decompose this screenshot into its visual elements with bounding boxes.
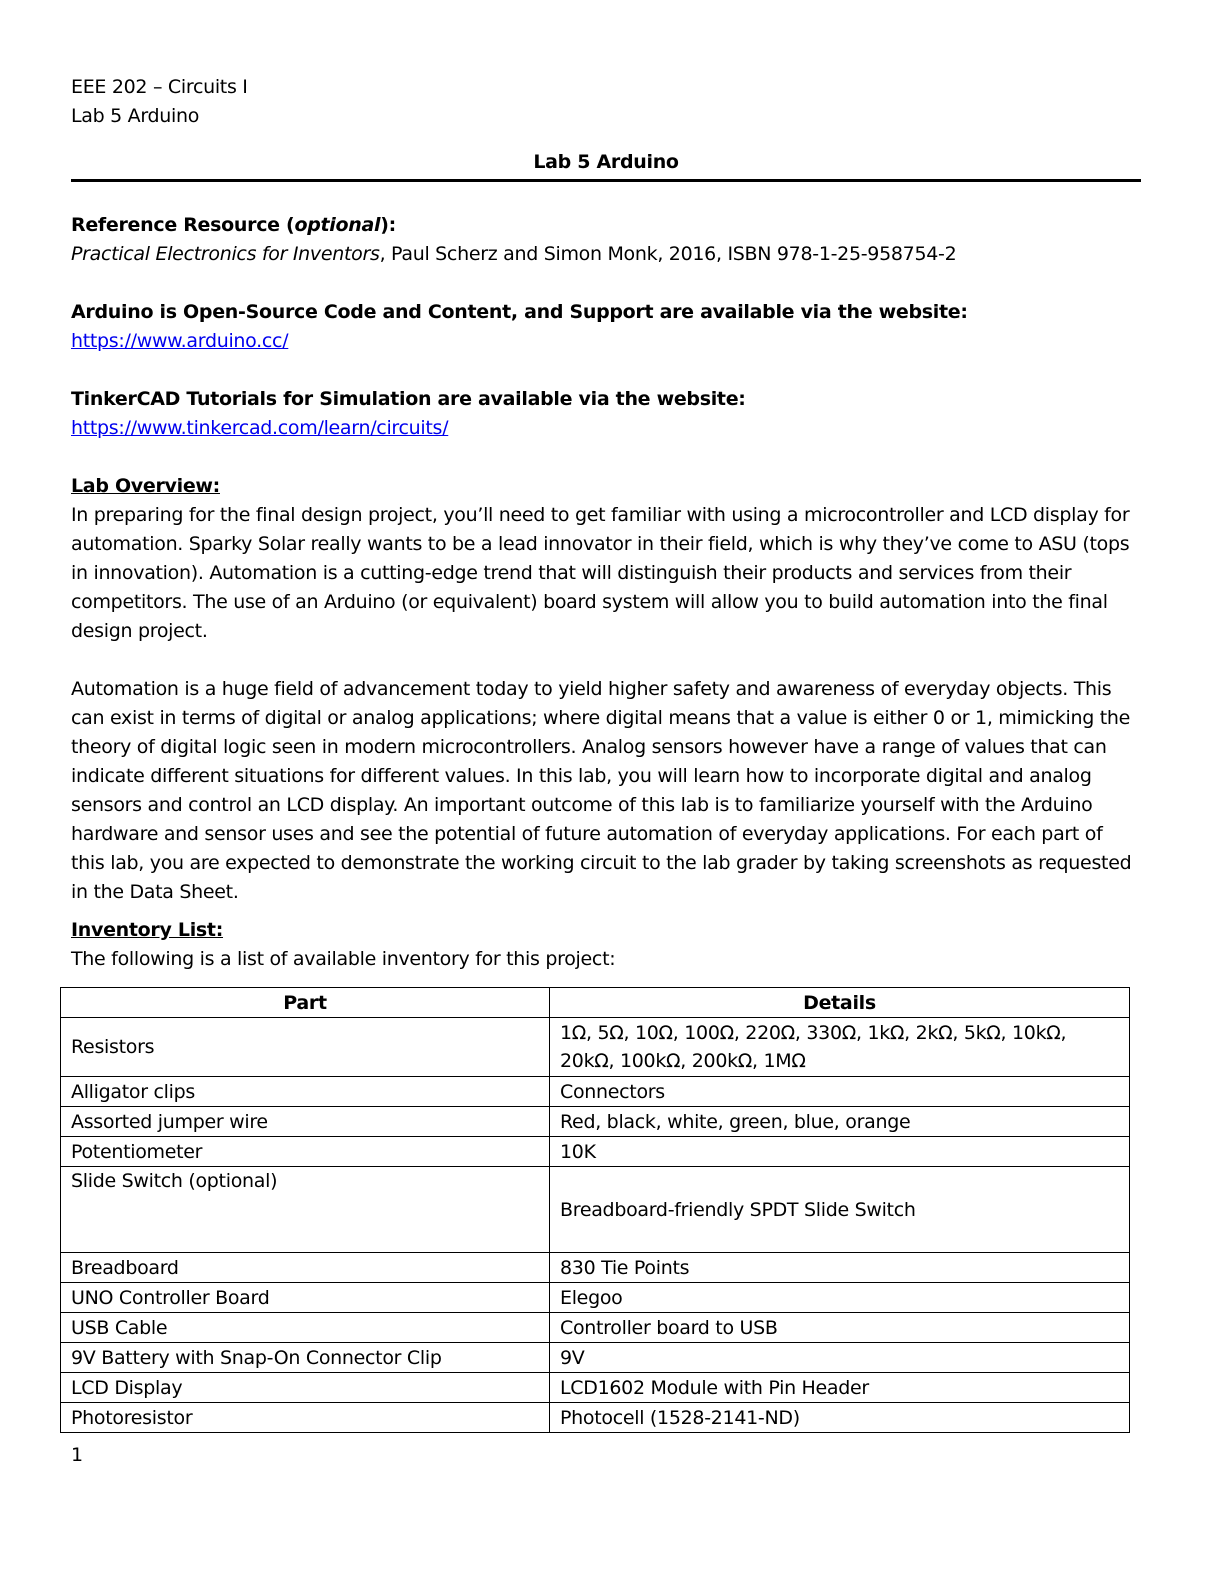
table-row xyxy=(61,1137,1130,1167)
table-row xyxy=(61,1403,1130,1433)
details-cell: LCD1602 Module with Pin Header xyxy=(550,1373,1130,1403)
reference-book-title: Practical Electronics for Inventors xyxy=(71,243,380,265)
reference-heading xyxy=(71,211,1141,240)
page-number: 1 xyxy=(71,1444,84,1466)
reference-label-optional: optional xyxy=(294,214,381,236)
reference-citation xyxy=(71,240,1141,269)
table-row xyxy=(61,1167,1130,1253)
reference-label-suffix: ): xyxy=(380,214,396,236)
table-row xyxy=(61,1107,1130,1137)
inventory-intro: The following is a list of available inventory for this project: xyxy=(71,948,616,970)
course-header: EEE 202 – Circuits I xyxy=(71,76,248,98)
details-cell: Red, black, white, green, blue, orange xyxy=(550,1107,1130,1137)
lab-header: Lab 5 Arduino xyxy=(71,105,200,127)
part-cell: Potentiometer xyxy=(61,1137,550,1167)
details-cell: Breadboard-friendly SPDT Slide Switch xyxy=(550,1167,1130,1253)
arduino-heading: Arduino is Open-Source Code and Content, and Support are available via the website: xyxy=(71,301,968,323)
part-cell: UNO Controller Board xyxy=(61,1283,550,1313)
details-cell: Elegoo xyxy=(550,1283,1130,1313)
part-cell: Assorted jumper wire xyxy=(61,1107,550,1137)
part-cell: USB Cable xyxy=(61,1313,550,1343)
table-header-row xyxy=(61,988,1130,1018)
reference-book-details: , Paul Scherz and Simon Monk, 2016, ISBN 978-1-25-958754-2 xyxy=(379,243,957,265)
tinkercad-link[interactable]: https://www.tinkercad.com/learn/circuits/ xyxy=(71,417,449,439)
overview-paragraph-2: Automation is a huge field of advancement today to yield higher safety and awareness of everyday objects. This can exist in terms of digital or analog applications; where digital means that a value is either 0 or 1, mimicking the theory of digital logic seen in modern microcontrollers. Analog sensors however have a range of values that can indicate different situations for different values. In this lab, you will learn how to incorporate digital and analog sensors and control an LCD display. An important outcome of this lab is to familiarize yourself with the Arduino hardware and sensor uses and see the potential of future automation of everyday applications. For each part of this lab, you are expected to demonstrate the working circuit to the lab grader by taking screenshots as requested in the Data Sheet. xyxy=(71,678,1132,903)
details-cell: 1Ω, 5Ω, 10Ω, 100Ω, 220Ω, 330Ω, 1kΩ, 2kΩ, 5kΩ, 10kΩ, 20kΩ, 100kΩ, 200kΩ, 1MΩ xyxy=(550,1018,1130,1077)
overview-heading: Lab Overview: xyxy=(71,475,220,497)
table-row xyxy=(61,1313,1130,1343)
part-cell: Slide Switch (optional) xyxy=(61,1167,550,1253)
page-content xyxy=(71,73,1141,975)
part-cell: Photoresistor xyxy=(61,1403,550,1433)
table-row xyxy=(61,1253,1130,1283)
reference-label-prefix: Reference Resource ( xyxy=(71,214,295,236)
table-row xyxy=(61,1343,1130,1373)
details-cell: 830 Tie Points xyxy=(550,1253,1130,1283)
details-cell: Connectors xyxy=(550,1077,1130,1107)
tinkercad-heading: TinkerCAD Tutorials for Simulation are available via the website: xyxy=(71,388,746,410)
inventory-heading: Inventory List: xyxy=(71,919,224,941)
arduino-link[interactable]: https://www.arduino.cc/ xyxy=(71,330,289,352)
part-cell: 9V Battery with Snap-On Connector Clip xyxy=(61,1343,550,1373)
table-row xyxy=(61,1283,1130,1313)
part-cell: Breadboard xyxy=(61,1253,550,1283)
part-cell: Alligator clips xyxy=(61,1077,550,1107)
details-cell: 10K xyxy=(550,1137,1130,1167)
table-row xyxy=(61,1373,1130,1403)
page-title: Lab 5 Arduino xyxy=(533,151,679,173)
part-cell: Resistors xyxy=(61,1018,550,1077)
table-row xyxy=(61,1018,1130,1077)
overview-paragraph-1: In preparing for the final design project, you’ll need to get familiar with using a microcontroller and LCD display for automation. Sparky Solar really wants to be a lead innovator in their field, which is why they’ve come to ASU (tops in innovation). Automation is a cutting-edge trend that will distinguish their products and services from their competitors. The use of an Arduino (or equivalent) board system will allow you to build automation into the final design project. xyxy=(71,504,1130,642)
table-row xyxy=(61,1077,1130,1107)
part-cell: LCD Display xyxy=(61,1373,550,1403)
column-header-details: Details xyxy=(550,988,1130,1018)
inventory-table xyxy=(60,987,1130,1433)
details-cell: 9V xyxy=(550,1343,1130,1373)
column-header-part: Part xyxy=(61,988,550,1018)
details-cell: Photocell (1528-2141-ND) xyxy=(550,1403,1130,1433)
details-cell: Controller board to USB xyxy=(550,1313,1130,1343)
